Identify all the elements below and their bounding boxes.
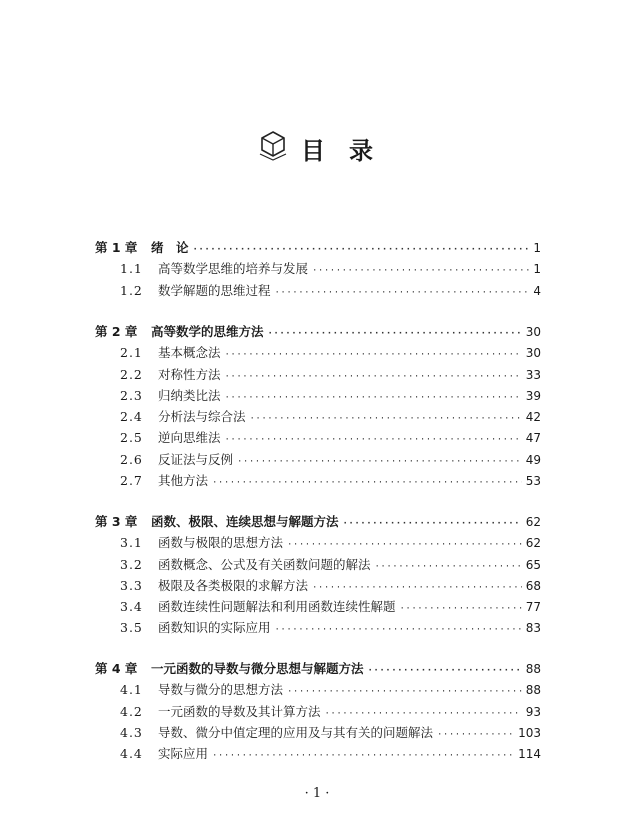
section-title: 函数知识的实际应用 <box>158 620 271 635</box>
page-ref: 114 <box>518 747 541 761</box>
dot-leader <box>368 666 522 676</box>
dot-leader <box>312 266 529 276</box>
page-ref: 42 <box>525 410 541 424</box>
page-ref: 83 <box>525 621 541 635</box>
section-number: 1.1 <box>120 261 143 276</box>
section-number: 3.4 <box>120 599 143 614</box>
section-title: 其他方法 <box>158 473 209 488</box>
page-ref: 88 <box>525 662 541 676</box>
section-number: 3.3 <box>120 578 143 593</box>
toc-section-entry[interactable] <box>120 533 541 553</box>
toc-section-entry[interactable] <box>120 744 541 764</box>
chapter-number: 第 1 章 <box>95 240 138 255</box>
dot-leader <box>400 604 522 614</box>
dot-leader <box>225 393 522 403</box>
section-title: 函数连续性问题解法和利用函数连续性解题 <box>158 599 396 614</box>
page-ref: 39 <box>525 389 541 403</box>
toc-section-entry[interactable] <box>120 471 541 491</box>
dot-leader <box>225 435 522 445</box>
page-ref: 30 <box>525 325 541 339</box>
section-title: 基本概念法 <box>158 345 221 360</box>
page-ref: 77 <box>525 600 541 614</box>
toc-section-entry[interactable] <box>120 259 541 279</box>
dot-leader <box>312 583 522 593</box>
title-char-2: 录 <box>349 137 375 165</box>
toc-section-entry[interactable] <box>120 386 541 406</box>
toc-section-entry[interactable] <box>120 618 541 638</box>
page-ref: 1 <box>533 241 541 255</box>
section-title: 实际应用 <box>158 746 209 761</box>
dot-leader <box>225 372 522 382</box>
section-title: 反证法与反例 <box>158 452 234 467</box>
dot-leader <box>225 350 522 360</box>
toc-chapter-entry[interactable] <box>95 322 541 342</box>
chapter-number: 第 2 章 <box>95 324 138 339</box>
page-ref: 53 <box>525 474 541 488</box>
toc-section-entry[interactable] <box>120 555 541 575</box>
page-ref: 103 <box>518 726 541 740</box>
page-ref: 68 <box>525 579 541 593</box>
section-title: 逆向思维法 <box>158 430 221 445</box>
section-number: 2.3 <box>120 388 143 403</box>
section-title: 函数与极限的思想方法 <box>158 535 284 550</box>
dot-leader <box>275 288 530 298</box>
dot-leader <box>375 562 522 572</box>
section-number: 4.4 <box>120 746 143 761</box>
section-number: 2.6 <box>120 452 143 467</box>
dot-leader <box>212 751 514 761</box>
page-ref: 33 <box>525 368 541 382</box>
page-ref: 88 <box>525 683 541 697</box>
section-title: 对称性方法 <box>158 367 221 382</box>
chapter-title: 函数、极限、连续思想与解题方法 <box>151 514 339 529</box>
dot-leader <box>343 519 522 529</box>
chapter-title: 高等数学的思维方法 <box>151 324 264 339</box>
chapter-title: 一元函数的导数与微分思想与解题方法 <box>151 661 364 676</box>
cube-icon <box>258 129 288 161</box>
page-ref: 62 <box>525 536 541 550</box>
page-ref: 30 <box>525 346 541 360</box>
section-number: 2.2 <box>120 367 143 382</box>
section-title: 归纳类比法 <box>158 388 221 403</box>
toc-section-entry[interactable] <box>120 450 541 470</box>
toc-chapter-entry[interactable] <box>95 512 541 532</box>
section-title: 导数、微分中值定理的应用及与其有关的问题解法 <box>158 725 434 740</box>
section-number: 2.5 <box>120 430 143 445</box>
toc-section-entry[interactable] <box>120 281 541 301</box>
page-ref: 62 <box>525 515 541 529</box>
title-char-1: 目 <box>301 137 327 165</box>
section-title: 极限及各类极限的求解方法 <box>158 578 309 593</box>
section-number: 4.1 <box>120 682 143 697</box>
chapter-number: 第 4 章 <box>95 661 138 676</box>
section-title: 高等数学思维的培养与发展 <box>158 261 309 276</box>
toc-section-entry[interactable] <box>120 702 541 722</box>
toc-section-entry[interactable] <box>120 428 541 448</box>
section-number: 4.3 <box>120 725 143 740</box>
page-ref: 1 <box>533 262 541 276</box>
section-title: 数学解题的思维过程 <box>158 283 271 298</box>
page-ref: 93 <box>525 705 541 719</box>
page-ref: 49 <box>525 453 541 467</box>
section-number: 3.1 <box>120 535 143 550</box>
dot-leader <box>325 709 522 719</box>
section-number: 2.7 <box>120 473 143 488</box>
chapter-title: 绪 论 <box>151 240 189 255</box>
section-title: 一元函数的导数及其计算方法 <box>158 704 321 719</box>
dot-leader <box>437 730 514 740</box>
dot-leader <box>212 478 522 488</box>
page-number: · 1 · <box>304 786 330 801</box>
toc-section-entry[interactable] <box>120 365 541 385</box>
dot-leader <box>275 625 522 635</box>
page-ref: 4 <box>533 284 541 298</box>
toc-section-entry[interactable] <box>120 576 541 596</box>
toc-chapter-entry[interactable] <box>95 238 541 258</box>
toc-section-entry[interactable] <box>120 407 541 427</box>
toc-section-entry[interactable] <box>120 723 541 743</box>
section-title: 函数概念、公式及有关函数问题的解法 <box>158 557 371 572</box>
toc-section-entry[interactable] <box>120 680 541 700</box>
dot-leader <box>193 245 530 255</box>
section-number: 3.5 <box>120 620 143 635</box>
section-number: 3.2 <box>120 557 143 572</box>
toc-chapter-entry[interactable] <box>95 659 541 679</box>
section-number: 4.2 <box>120 704 143 719</box>
page-ref: 47 <box>525 431 541 445</box>
dot-leader <box>287 540 522 550</box>
dot-leader <box>287 687 522 697</box>
toc-section-entry[interactable] <box>120 343 541 363</box>
chapter-number: 第 3 章 <box>95 514 138 529</box>
toc-section-entry[interactable] <box>120 597 541 617</box>
section-title: 导数与微分的思想方法 <box>158 682 284 697</box>
dot-leader <box>237 457 522 467</box>
section-number: 2.1 <box>120 345 143 360</box>
section-title: 分析法与综合法 <box>158 409 246 424</box>
page-ref: 65 <box>525 558 541 572</box>
dot-leader <box>268 329 522 339</box>
section-number: 1.2 <box>120 283 143 298</box>
dot-leader <box>250 414 522 424</box>
section-number: 2.4 <box>120 409 143 424</box>
